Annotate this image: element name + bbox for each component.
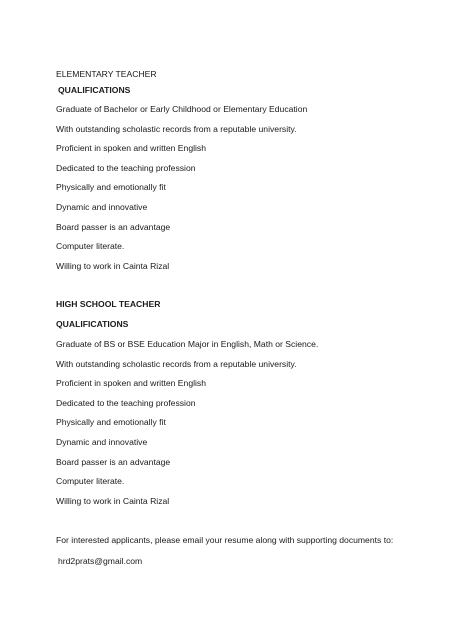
elementary-qualification-item: Proficient in spoken and written English — [56, 143, 206, 153]
elementary-qualification-item: Computer literate. — [56, 241, 125, 251]
high-school-qualification-item: With outstanding scholastic records from a reputable university. — [56, 359, 297, 369]
high-school-title: HIGH SCHOOL TEACHER — [56, 299, 161, 309]
high-school-qualifications-heading: QUALIFICATIONS — [56, 319, 129, 329]
elementary-qualification-item: Graduate of Bachelor or Early Childhood or Elementary Education — [56, 104, 308, 114]
high-school-qualification-item: Dynamic and innovative — [56, 437, 148, 447]
contact-message: For interested applicants, please email your resume along with supporting documents to: — [56, 535, 394, 545]
elementary-qualifications-heading: QUALIFICATIONS — [58, 85, 131, 95]
high-school-qualification-item: Proficient in spoken and written English — [56, 378, 206, 388]
high-school-qualification-item: Dedicated to the teaching profession — [56, 398, 196, 408]
elementary-qualification-item: Dynamic and innovative — [56, 202, 148, 212]
elementary-qualification-item: Dedicated to the teaching profession — [56, 163, 196, 173]
contact-email: hrd2prats@gmail.com — [58, 556, 143, 566]
elementary-qualification-item: Willing to work in Cainta Rizal — [56, 261, 170, 271]
high-school-qualification-item: Graduate of BS or BSE Education Major in English, Math or Science. — [56, 339, 319, 349]
elementary-title: ELEMENTARY TEACHER — [56, 69, 157, 79]
high-school-qualification-item: Board passer is an advantage — [56, 457, 171, 467]
elementary-qualification-item: Physically and emotionally fit — [56, 182, 166, 192]
high-school-qualification-item: Willing to work in Cainta Rizal — [56, 496, 170, 506]
high-school-qualification-item: Computer literate. — [56, 476, 125, 486]
elementary-qualification-item: Board passer is an advantage — [56, 222, 171, 232]
elementary-qualification-item: With outstanding scholastic records from a reputable university. — [56, 124, 297, 134]
high-school-qualification-item: Physically and emotionally fit — [56, 417, 166, 427]
